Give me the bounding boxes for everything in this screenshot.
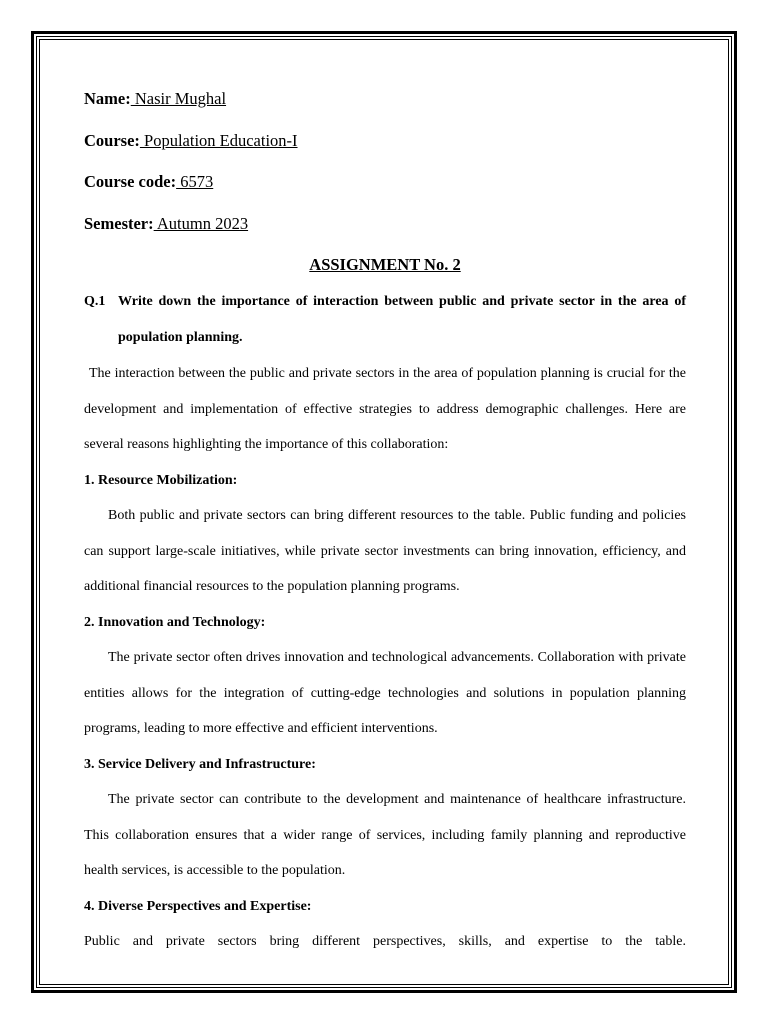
name-field — [84, 82, 686, 124]
course-code-label: Course code: — [84, 172, 177, 191]
name-value: Nasir Mughal — [130, 89, 227, 108]
section-heading-resource-mobilization: 1. Resource Mobilization: — [84, 472, 238, 488]
semester-value: Autumn 2023 — [153, 213, 249, 233]
section-heading-diverse-perspectives: 4. Diverse Perspectives and Expertise: — [84, 898, 312, 914]
section-body-service-delivery: The private sector can contribute to the development and maintenance of healthcare infrastructure. This collaboration ensures that a wider range of services, including family planning and reproductive health services, is accessible to the population. — [84, 792, 686, 878]
name-label: Name: — [84, 89, 131, 108]
question-number: Q.1 — [84, 294, 106, 309]
assignment-title: ASSIGNMENT No. 2 — [309, 255, 461, 274]
section-body-diverse-perspectives: Public and private sectors bring different perspectives, skills, and expertise to the table. — [84, 934, 686, 949]
course-field — [84, 124, 686, 166]
section-body-resource-mobilization: Both public and private sectors can bring different resources to the table. Public funding and policies can support large-scale initiatives, while private sector investments can bring innovation, efficiency, and additional financial resources to the population planning programs. — [84, 508, 686, 594]
course-code-value: 6573 — [176, 172, 214, 191]
intro-paragraph: The interaction between the public and private sectors in the area of population planning is crucial for the development and implementation of effective strategies to address demographic challenges. Here are several reasons highlighting the importance of this collaboration: — [84, 366, 686, 452]
course-label: Course: — [84, 130, 140, 150]
semester-label: Semester: — [84, 213, 154, 233]
document-body — [84, 82, 686, 960]
course-value: Population Education-I — [139, 130, 298, 150]
question-text: Write down the importance of interaction between public and private sector in the area of population planning. — [118, 294, 686, 345]
question-1 — [84, 284, 686, 356]
semester-field — [84, 207, 686, 249]
section-body-innovation-technology: The private sector often drives innovation and technological advancements. Collaboration with private entities allows for the integration of cutting-edge technologies and solutions in population planning programs, leading to more effective and efficient interventions. — [84, 650, 686, 736]
section-heading-service-delivery: 3. Service Delivery and Infrastructure: — [84, 756, 316, 772]
section-heading-innovation-technology: 2. Innovation and Technology: — [84, 614, 266, 630]
course-code-field — [84, 165, 686, 207]
